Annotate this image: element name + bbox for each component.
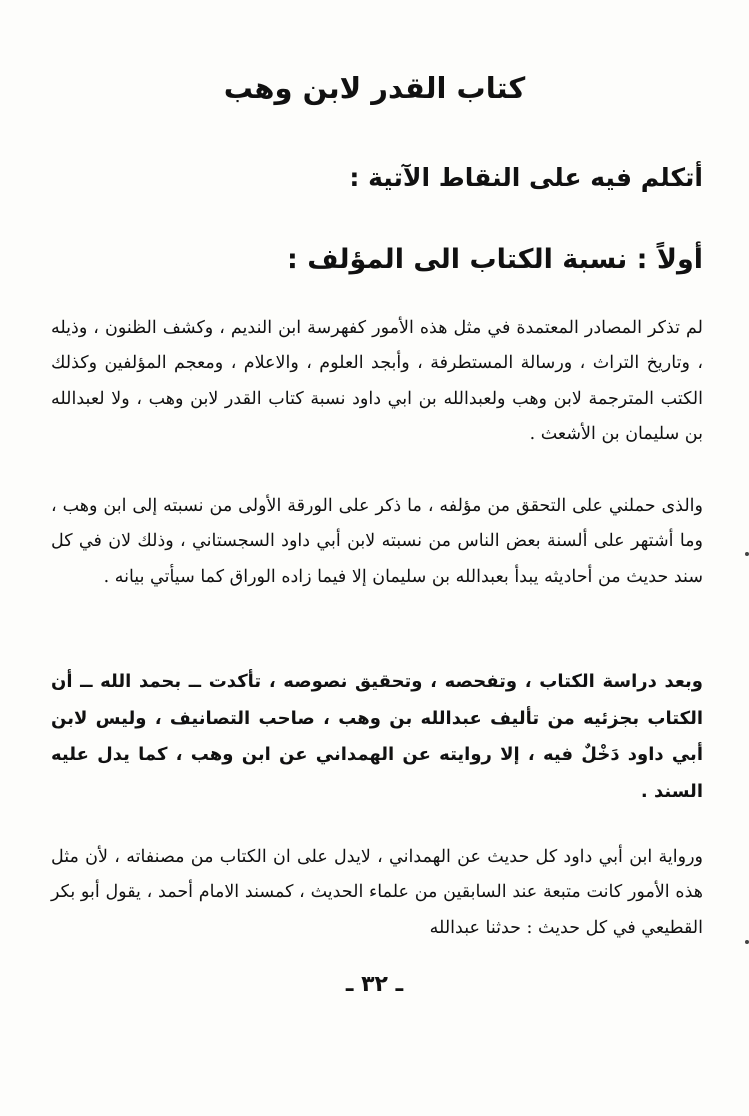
scan-speck bbox=[745, 552, 749, 556]
section-heading-text: نسبة الكتاب الى المؤلف : bbox=[287, 244, 628, 275]
paragraph-conclusion: وبعد دراسة الكتاب ، وتفحصه ، وتحقيق نصوصه ، تأكدت ــ بحمد الله ــ أن الكتاب بجزئيه من تأليف عبدالله بن وهب ، صاحب التصانيف ، وليس لابن أبي داود دَخْلٌ فيه ، إلا روايته عن الهمداني عن ابن وهب ، كما يدل عليه السند . bbox=[51, 671, 703, 802]
paragraph-sources: لم تذكر المصادر المعتمدة في مثل هذه الأمور كفهرسة ابن النديم ، وكشف الظنون ، وذيله ، وتاريخ التراث ، ورسالة المستطرفة ، وأبجد العلوم ، والاعلام ، ومعجم المؤلفين وكذلك الكتب المترجمة لابن وهب ولعبدالله بن ابي داود نسبة كتاب القدر لابن وهب ، ولا لعبدالله بن سليمان بن الأشعث . bbox=[51, 318, 703, 445]
paragraph-narration: ورواية ابن أبي داود كل حديث عن الهمداني ، لايدل على ان الكتاب من مصنفاته ، لأن مثل هذه الأمور كانت متبعة عند السابقين من علماء الحديث ، كمسند الامام أحمد ، يقول أبو بكر القطيعي في كل حديث : حدثنا عبدالله bbox=[51, 847, 703, 938]
intro-line: أتكلم فيه على النقاط الآتية : bbox=[349, 163, 703, 192]
paragraph-motivation: والذى حملني على التحقق من مؤلفه ، ما ذكر على الورقة الأولى من نسبته إلى ابن وهب ، وما أشتهر على ألسنة بعض الناس من نسبته لابن أبي داود السجستاني ، وذلك لان في كل سند حديث من أحاديثه يبدأ بعبدالله بن سليمان إلا فيما زاده الوراق كما سيأتي بيانه . bbox=[51, 496, 703, 587]
scan-speck bbox=[745, 940, 749, 944]
page-title: كتاب القدر لابن وهب bbox=[223, 71, 526, 105]
page-number: ـ ٣٢ ـ bbox=[345, 972, 404, 997]
section-heading-number: أولاً : bbox=[636, 244, 703, 275]
section-heading bbox=[63, 238, 703, 282]
